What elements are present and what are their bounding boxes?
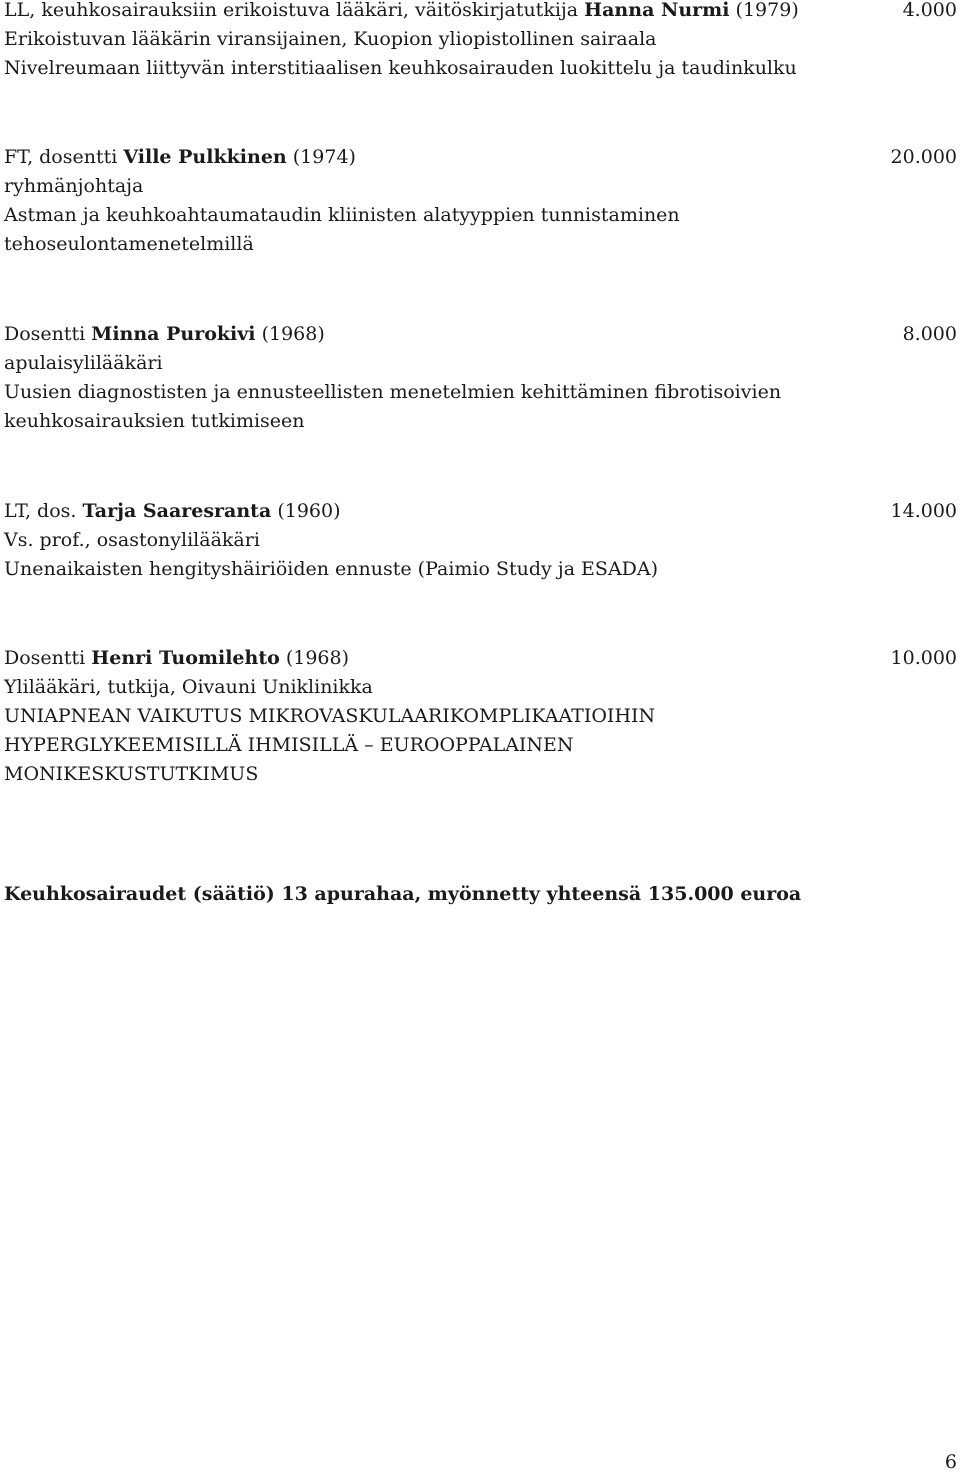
entry-detail-line: tehoseulontamenetelmillä <box>4 233 254 255</box>
recipient-name: Henri Tuomilehto <box>91 647 280 669</box>
entry-header <box>4 320 325 349</box>
entry-title-prefix: FT, dosentti <box>4 146 124 168</box>
entry-header <box>4 497 341 526</box>
entry-detail-line: MONIKESKUSTUTKIMUS <box>4 763 259 785</box>
grant-amount: 8.000 <box>902 323 957 345</box>
entry-detail-line: Astman ja keuhkoahtaumataudin kliinisten alatyyppien tunnistaminen <box>4 204 680 226</box>
entry-detail-line: apulaisylilääkäri <box>4 352 163 374</box>
grant-amount: 20.000 <box>890 146 957 168</box>
entry-title-prefix: Dosentti <box>4 323 92 345</box>
entry-header <box>4 644 349 673</box>
entry-title-prefix: LL, keuhkosairauksiin erikoistuva lääkäri, väitöskirjatutkija <box>4 0 585 21</box>
birth-year: (1960) <box>271 500 341 522</box>
entry-detail-line: Ylilääkäri, tutkija, Oivauni Uniklinikka <box>4 676 373 698</box>
grant-amount: 4.000 <box>902 0 957 21</box>
recipient-name: Hanna Nurmi <box>584 0 730 21</box>
grant-summary: Keuhkosairaudet (säätiö) 13 apurahaa, myönnetty yhteensä 135.000 euroa <box>4 883 802 905</box>
page-number: 6 <box>944 1451 957 1473</box>
entry-detail-line: HYPERGLYKEEMISILLÄ IHMISILLÄ – EUROOPPALAINEN <box>4 734 574 756</box>
grant-amount: 10.000 <box>890 647 957 669</box>
entry-detail-line: Unenaikaisten hengityshäiriöiden ennuste (Paimio Study ja ESADA) <box>4 558 659 580</box>
entry-title-prefix: LT, dos. <box>4 500 83 522</box>
entry-detail-line: Vs. prof., osastonylilääkäri <box>4 529 260 551</box>
birth-year: (1968) <box>279 647 349 669</box>
entry-header <box>4 0 799 25</box>
recipient-name: Tarja Saaresranta <box>82 500 272 522</box>
entry-title-prefix: Dosentti <box>4 647 92 669</box>
entry-detail-line: keuhkosairauksien tutkimiseen <box>4 410 305 432</box>
entry-detail-line: Uusien diagnostisten ja ennusteellisten menetelmien kehittäminen fibrotisoivien <box>4 381 782 403</box>
grant-amount: 14.000 <box>890 500 957 522</box>
recipient-name: Minna Purokivi <box>91 323 256 345</box>
entry-detail-line: Nivelreumaan liittyvän interstitiaalisen keuhkosairauden luokittelu ja taudinkulku <box>4 57 797 79</box>
birth-year: (1979) <box>729 0 799 21</box>
birth-year: (1968) <box>255 323 325 345</box>
recipient-name: Ville Pulkkinen <box>123 146 287 168</box>
entry-detail-line: Erikoistuvan lääkärin viransijainen, Kuopion yliopistollinen sairaala <box>4 28 657 50</box>
birth-year: (1974) <box>286 146 356 168</box>
entry-header <box>4 143 356 172</box>
entry-detail-line: ryhmänjohtaja <box>4 175 144 197</box>
entry-detail-line: UNIAPNEAN VAIKUTUS MIKROVASKULAARIKOMPLIKAATIOIHIN <box>4 705 656 727</box>
